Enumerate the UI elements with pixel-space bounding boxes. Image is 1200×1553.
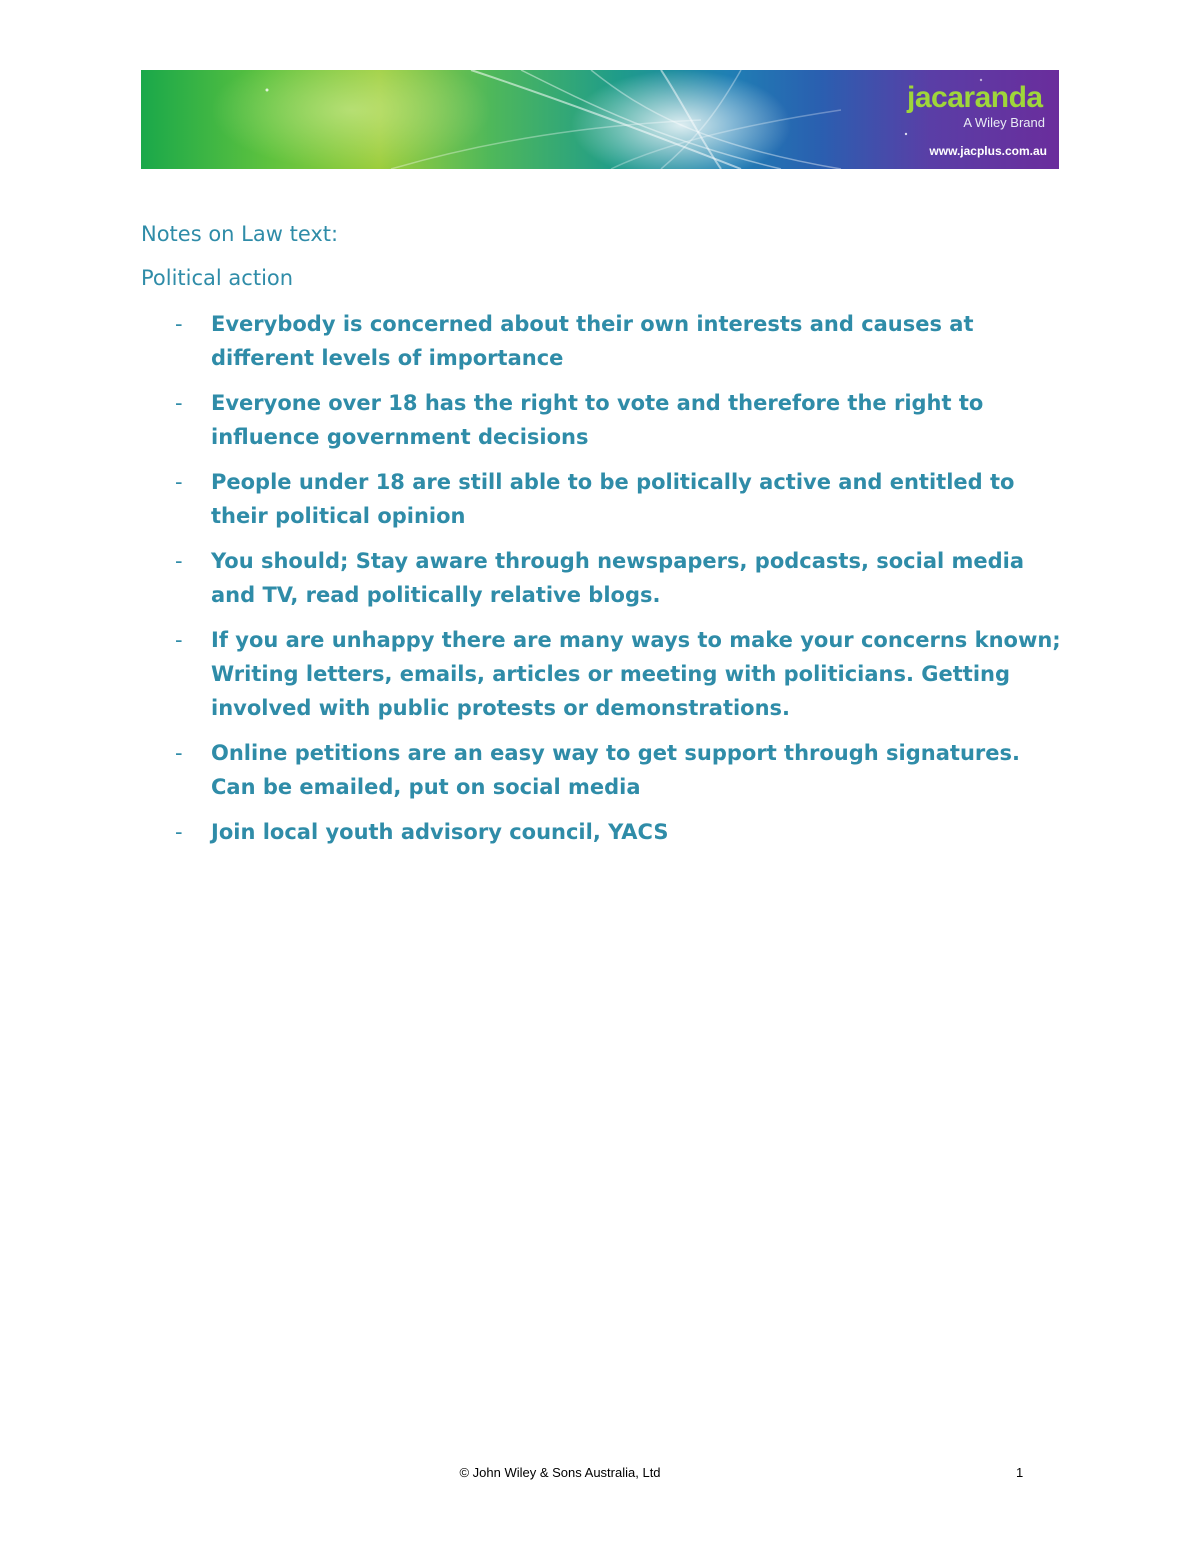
list-item-text: Everyone over 18 has the right to vote and therefore the right to influence government decisions xyxy=(211,391,984,449)
list-item-text: People under 18 are still able to be politically active and entitled to their political opinion xyxy=(211,470,1015,528)
list-item-text: Join local youth advisory council, YACS xyxy=(211,820,669,844)
bullet-marker: - xyxy=(175,628,183,652)
list-item-text: If you are unhappy there are many ways to make your concerns known; Writing letters, emails, articles or meeting with politicians. Getting involved with public protests or demonstrations. xyxy=(211,628,1061,720)
section-title: Political action xyxy=(141,266,294,290)
footer-copyright: © John Wiley & Sons Australia, Ltd xyxy=(459,1465,661,1480)
list-item xyxy=(141,623,1061,725)
brand-tagline: A Wiley Brand xyxy=(963,115,1045,130)
bullet-marker: - xyxy=(175,820,183,844)
header-banner xyxy=(141,70,1059,169)
bullet-marker: - xyxy=(175,312,183,336)
bullet-marker: - xyxy=(175,470,183,494)
document-body xyxy=(141,220,1061,860)
brand-url: www.jacplus.com.au xyxy=(929,144,1047,158)
page-number: 1 xyxy=(1016,1465,1024,1480)
bullet-marker: - xyxy=(175,741,183,765)
list-item xyxy=(141,465,1061,533)
list-item xyxy=(141,544,1061,612)
list-item-text: Online petitions are an easy way to get support through signatures. Can be emailed, put on social media xyxy=(211,741,1020,799)
list-item xyxy=(141,736,1061,804)
bullet-marker: - xyxy=(175,391,183,415)
bullet-marker: - xyxy=(175,549,183,573)
brand-logo-text: jacaranda xyxy=(907,81,1043,114)
list-item-text: Everybody is concerned about their own interests and causes at different levels of importance xyxy=(211,312,974,370)
list-item xyxy=(141,307,1061,375)
list-item-text: You should; Stay aware through newspapers, podcasts, social media and TV, read politically relative blogs. xyxy=(211,549,1025,607)
notes-title: Notes on Law text: xyxy=(141,222,339,246)
bullet-list xyxy=(141,307,1061,849)
list-item xyxy=(141,386,1061,454)
list-item xyxy=(141,815,1061,849)
